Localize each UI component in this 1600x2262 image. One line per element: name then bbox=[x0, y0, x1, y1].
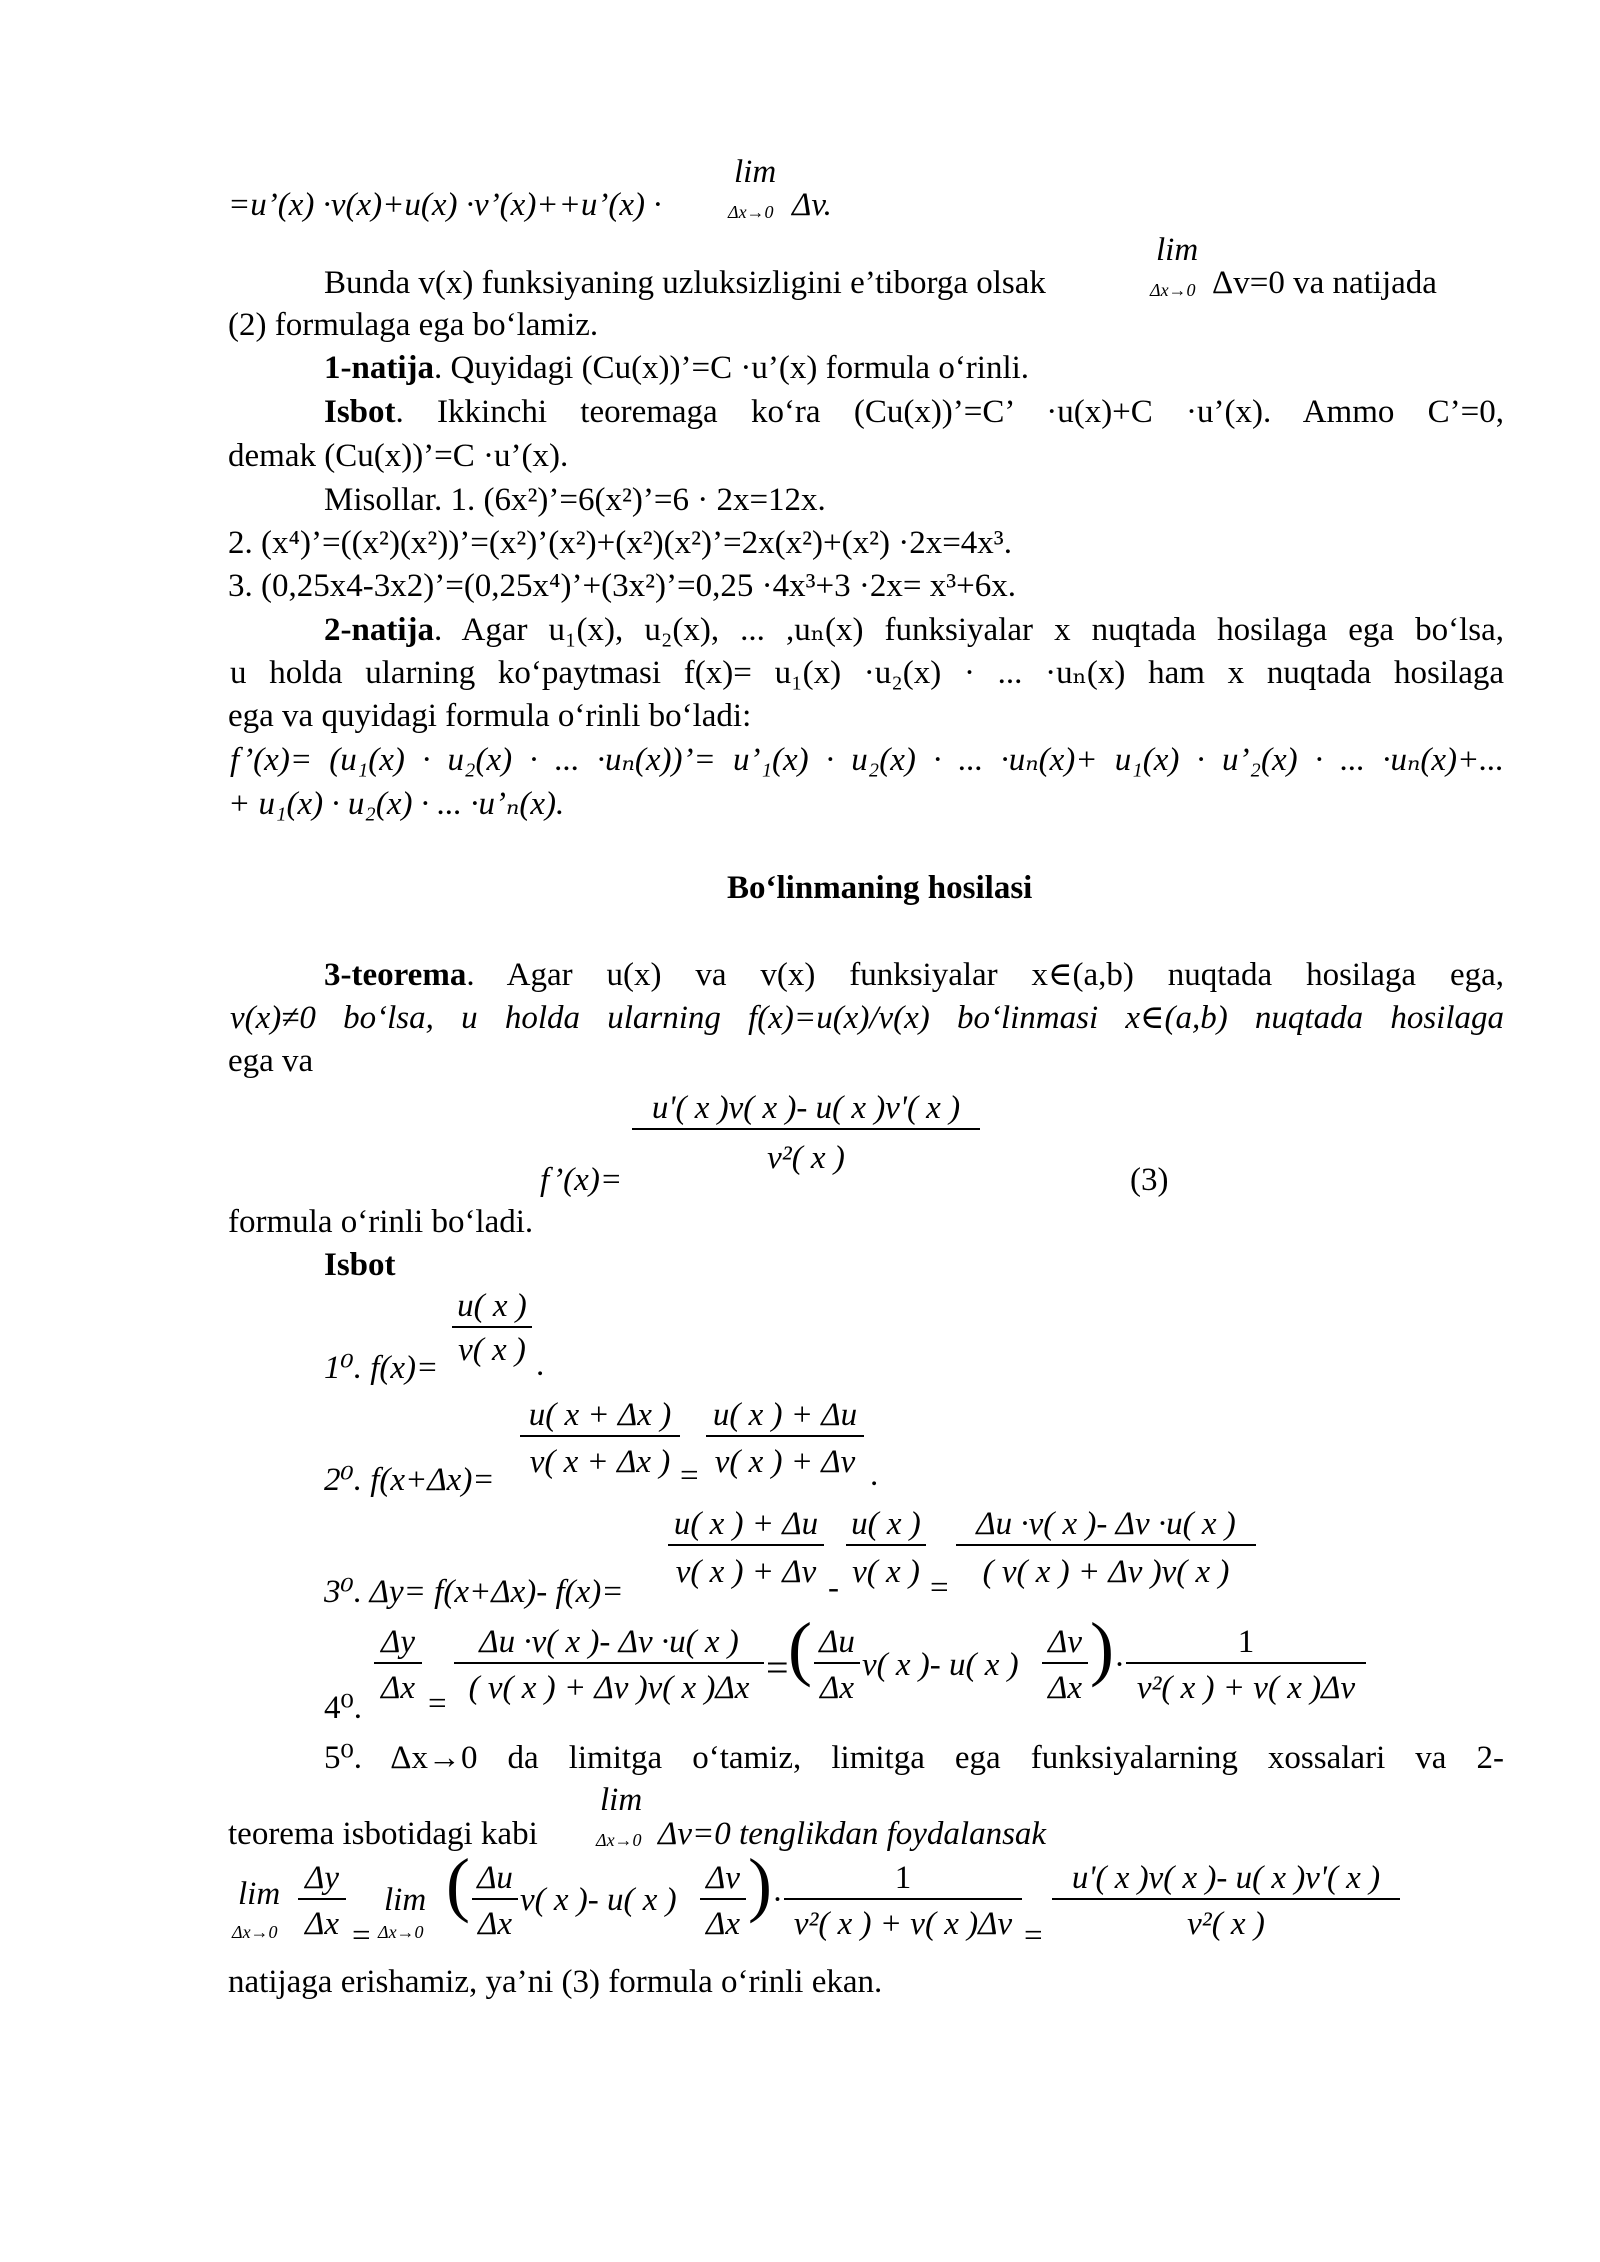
step-2-denominator-2: v( x ) + Δv bbox=[714, 1444, 856, 1480]
proof-1 bbox=[324, 392, 1504, 432]
step-4-denominator-1: Δx bbox=[380, 1670, 415, 1706]
proof-2-label: Isbot bbox=[324, 1247, 396, 1283]
formula-3-lhs: f’(x)= bbox=[540, 1162, 623, 1198]
step-4-dv: Δv bbox=[1042, 1622, 1088, 1664]
step-4-numerator-2: Δu ·v( x )- Δv ·u( x ) bbox=[454, 1622, 764, 1664]
p2-line2: (2) formulaga ega bo‘lamiz. bbox=[228, 307, 599, 343]
right-paren: ) bbox=[748, 1844, 772, 1924]
line-1-text: =u’(x) ·v(x)+u(x) ·v’(x)++u’(x) · bbox=[228, 187, 662, 223]
theorem-3-label: 3-teorema bbox=[324, 957, 467, 993]
lim-label: lim bbox=[1156, 232, 1199, 268]
step-4-numerator-1: Δy bbox=[374, 1622, 422, 1664]
corollary-1 bbox=[324, 348, 1029, 388]
final-dx-2: Δx bbox=[705, 1906, 740, 1942]
minus-sign: - bbox=[828, 1570, 839, 1606]
p2-text: Bunda v(x) funksiyaning uzluksizligini e’tiborga olsak bbox=[324, 265, 1046, 301]
dot-operator: · bbox=[772, 1882, 783, 1918]
corollary-2-formula-end: + u₁(x) · u₂(x) · ... ·u’ₙ(x). bbox=[228, 786, 565, 822]
step-4-du: Δu bbox=[814, 1622, 860, 1664]
left-paren: ( bbox=[446, 1844, 470, 1924]
final-dx-1: Δx bbox=[477, 1906, 512, 1942]
formula-3-denominator: v²( x ) bbox=[767, 1140, 845, 1176]
theorem-3-line2: v(x)≠0 bo‘lsa, u holda ularning f(x)=u(x)/v(x) bo‘linmasi x∈(a,b) nuqtada hosilaga bbox=[230, 1000, 1504, 1036]
step-2-label: 2⁰. f(x+Δx)= bbox=[324, 1462, 495, 1498]
final-denominator-2: v²( x ) + v( x )Δv bbox=[793, 1906, 1013, 1942]
step-5-line2-end: Δv=0 tenglikdan foydalansak bbox=[658, 1816, 1047, 1852]
final-du: Δu bbox=[472, 1858, 518, 1900]
step-2-denominator-1: v( x + Δx ) bbox=[529, 1444, 671, 1480]
proof-1-line2: demak (Cu(x))’=C ·u’(x). bbox=[228, 438, 569, 474]
corollary-2-label: 2-natija bbox=[324, 612, 434, 648]
final-one: 1 bbox=[784, 1858, 1022, 1900]
lim-subscript: Δx→0 bbox=[232, 1922, 278, 1942]
step-2-numerator-2: u( x ) + Δu bbox=[706, 1395, 864, 1437]
lim-subscript: Δx→0 bbox=[728, 202, 774, 222]
step-1-denominator: v( x ) bbox=[458, 1332, 526, 1368]
step-4-dx-1: Δx bbox=[819, 1670, 854, 1706]
corollary-2-formula: f’(x)= (u₁(x) · u₂(x) · ... ·uₙ(x))’= u’₁(x) · u₂(x) · ... ·uₙ(x)+ u₁(x) · u’₂(x) · ... ·uₙ(x)+... bbox=[230, 742, 1504, 778]
step-3-numerator-2: u( x ) bbox=[846, 1504, 926, 1546]
proof-1-text: . Ikkinchi teoremaga ko‘ra (Cu(x))’=C’ ·u(x)+C ·u’(x). Ammo C’=0, bbox=[395, 394, 1504, 430]
step-2-dot: . bbox=[870, 1457, 879, 1493]
left-paren: ( bbox=[788, 1608, 812, 1688]
equals-sign: = bbox=[930, 1570, 949, 1606]
formula-3-tag: (3) bbox=[1130, 1162, 1169, 1198]
step-1-label: 1⁰. f(x)= bbox=[324, 1350, 439, 1386]
corollary-2 bbox=[324, 610, 1504, 650]
proof-1-label: Isbot bbox=[324, 394, 396, 430]
lim-subscript: Δx→0 bbox=[378, 1922, 424, 1942]
final-denominator-3: v²( x ) bbox=[1187, 1906, 1265, 1942]
after-formula-3: formula o‘rinli bo‘ladi. bbox=[228, 1204, 534, 1240]
step-1-numerator: u( x ) bbox=[452, 1286, 532, 1328]
corollary-1-text: . Quyidagi (Cu(x))’=C ·u’(x) formula o‘rinli. bbox=[434, 350, 1030, 386]
corollary-1-label: 1-natija bbox=[324, 350, 434, 386]
step-3-denominator-2: v( x ) bbox=[852, 1554, 920, 1590]
step-4-middle: v( x )- u( x ) bbox=[862, 1647, 1019, 1683]
section-heading: Bo‘linmaning hosilasi bbox=[727, 870, 1033, 906]
lim-label: lim bbox=[384, 1882, 427, 1918]
corollary-2-line2: u holda ularning ko‘paytmasi f(x)= u₁(x) ·u₂(x) · ... ·uₙ(x) ham x nuqtada hosilaga bbox=[230, 655, 1504, 691]
equals-sign: = bbox=[766, 1645, 789, 1690]
step-5-line1: 5⁰. Δx→0 da limitga o‘tamiz, limitga ega funksiyalarning xossalari va 2- bbox=[324, 1740, 1504, 1776]
example-2: 2. (x⁴)’=((x²)(x²))’=(x²)’(x²)+(x²)(x²)’=2x(x²)+(x²) ·2x=4x³. bbox=[228, 525, 1012, 561]
lim-label: lim bbox=[238, 1876, 281, 1912]
theorem-3-line3: ega va bbox=[228, 1043, 314, 1079]
final-numerator-3: u'( x )v( x )- u( x )v'( x ) bbox=[1052, 1858, 1400, 1900]
corollary-2-text: . Agar u₁(x), u₂(x), ... ,uₙ(x) funksiyalar x nuqtada hosilaga ega bo‘lsa, bbox=[434, 612, 1504, 648]
example-3: 3. (0,25x4-3x2)’=(0,25x⁴)’+(3x²)’=0,25 ·4x³+3 ·2x= x³+6x. bbox=[228, 568, 1016, 604]
p2-text-end: Δv=0 va natijada bbox=[1212, 265, 1437, 301]
example-1: Misollar. 1. (6x²)’=6(x²)’=6 · 2x=12x. bbox=[324, 482, 826, 518]
final-dx: Δx bbox=[304, 1906, 339, 1942]
right-paren: ) bbox=[1090, 1608, 1114, 1688]
step-4-dx-2: Δx bbox=[1047, 1670, 1082, 1706]
final-dy: Δy bbox=[298, 1858, 346, 1900]
lim-subscript: Δx→0 bbox=[1150, 280, 1196, 300]
step-3-numerator-3: Δu ·v( x )- Δv ·u( x ) bbox=[956, 1504, 1256, 1546]
equals-sign: = bbox=[352, 1918, 371, 1954]
closing-line: natijaga erishamiz, ya’ni (3) formula o‘rinli ekan. bbox=[228, 1964, 883, 2000]
step-4-denominator-2: ( v( x ) + Δv )v( x )Δx bbox=[468, 1670, 750, 1706]
step-4-one: 1 bbox=[1126, 1622, 1366, 1664]
step-3-label: 3⁰. Δy= f(x+Δx)- f(x)= bbox=[324, 1574, 624, 1610]
equals-sign: = bbox=[1024, 1918, 1043, 1954]
line-1-end: Δv. bbox=[792, 187, 832, 223]
dot-operator: · bbox=[1114, 1647, 1125, 1683]
step-2-numerator-1: u( x + Δx ) bbox=[520, 1395, 680, 1437]
step-5-line2: teorema isbotidagi kabi bbox=[228, 1816, 538, 1852]
step-4-label: 4⁰. bbox=[324, 1690, 362, 1726]
step-4-denominator-3: v²( x ) + v( x )Δv bbox=[1136, 1670, 1356, 1706]
theorem-3-text: . Agar u(x) va v(x) funksiyalar x∈(a,b) nuqtada hosilaga ega, bbox=[466, 957, 1504, 993]
lim-label: lim bbox=[734, 154, 777, 190]
theorem-3 bbox=[324, 955, 1504, 995]
step-3-denominator-3: ( v( x ) + Δv )v( x ) bbox=[982, 1554, 1230, 1590]
step-3-numerator-1: u( x ) + Δu bbox=[668, 1504, 824, 1546]
lim-label: lim bbox=[600, 1782, 643, 1818]
formula-3-numerator: u'( x )v( x )- u( x )v'( x ) bbox=[632, 1088, 980, 1130]
corollary-2-line3: ega va quyidagi formula o‘rinli bo‘ladi: bbox=[228, 698, 752, 734]
equals-sign: = bbox=[680, 1458, 699, 1494]
lim-subscript: Δx→0 bbox=[596, 1830, 642, 1850]
step-1-dot: . bbox=[536, 1347, 545, 1383]
equals-sign: = bbox=[428, 1686, 447, 1722]
step-3-denominator-1: v( x ) + Δv bbox=[675, 1554, 817, 1590]
final-middle: v( x )- u( x ) bbox=[520, 1882, 677, 1918]
final-dv: Δv bbox=[700, 1858, 746, 1900]
